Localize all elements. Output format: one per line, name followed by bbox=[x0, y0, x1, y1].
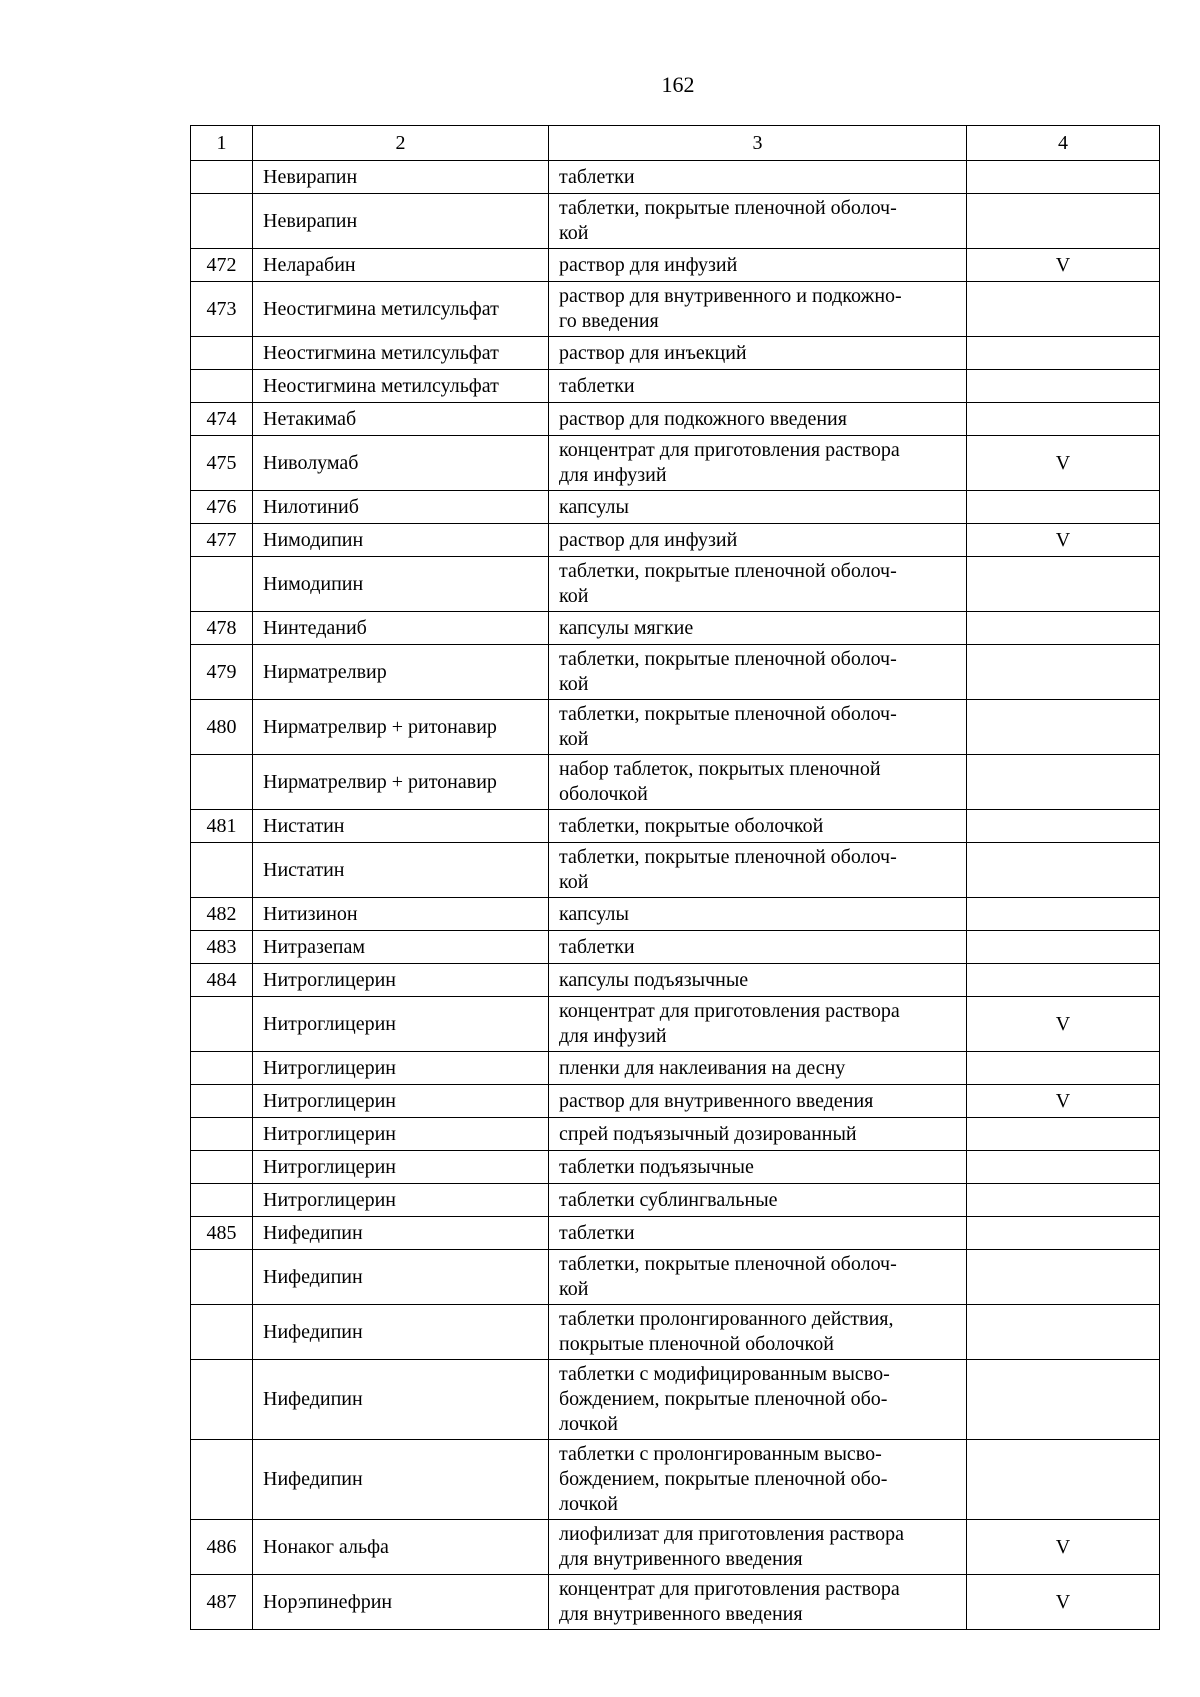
drug-name-cell: Нирматрелвир bbox=[253, 645, 549, 700]
drug-name-cell: Нитроглицерин bbox=[253, 964, 549, 997]
drug-name-cell: Неостигмина метилсульфат bbox=[253, 370, 549, 403]
dosage-form-cell: таблетки сублингвальные bbox=[549, 1184, 967, 1217]
row-number-cell: 476 bbox=[191, 491, 253, 524]
drug-table-container bbox=[190, 125, 1159, 1630]
row-number-cell bbox=[191, 370, 253, 403]
dosage-form-cell: капсулы bbox=[549, 898, 967, 931]
drug-name-cell: Нифедипин bbox=[253, 1250, 549, 1305]
drug-name-cell: Нимодипин bbox=[253, 524, 549, 557]
flag-cell bbox=[967, 161, 1160, 194]
row-number-cell bbox=[191, 1118, 253, 1151]
table-row bbox=[191, 810, 1160, 843]
dosage-form-cell: лиофилизат для приготовления раствора для внутривенного введения bbox=[549, 1520, 967, 1575]
row-number-cell bbox=[191, 557, 253, 612]
table-row bbox=[191, 370, 1160, 403]
table-row bbox=[191, 843, 1160, 898]
row-number-cell bbox=[191, 161, 253, 194]
table-header-row bbox=[191, 126, 1160, 161]
drug-name-cell: Нинтеданиб bbox=[253, 612, 549, 645]
flag-cell bbox=[967, 700, 1160, 755]
flag-cell bbox=[967, 1151, 1160, 1184]
drug-name-cell: Невирапин bbox=[253, 161, 549, 194]
row-number-cell: 487 bbox=[191, 1575, 253, 1630]
flag-cell bbox=[967, 964, 1160, 997]
drug-name-cell: Невирапин bbox=[253, 194, 549, 249]
dosage-form-cell: таблетки подъязычные bbox=[549, 1151, 967, 1184]
flag-cell bbox=[967, 898, 1160, 931]
table-row bbox=[191, 1184, 1160, 1217]
drug-name-cell: Нифедипин bbox=[253, 1440, 549, 1520]
dosage-form-cell: таблетки, покрытые пленочной оболоч- кой bbox=[549, 194, 967, 249]
row-number-cell: 472 bbox=[191, 249, 253, 282]
drug-name-cell: Нистатин bbox=[253, 843, 549, 898]
flag-cell bbox=[967, 1217, 1160, 1250]
table-row bbox=[191, 1520, 1160, 1575]
flag-cell bbox=[967, 403, 1160, 436]
drug-name-cell: Нистатин bbox=[253, 810, 549, 843]
row-number-cell: 481 bbox=[191, 810, 253, 843]
drug-name-cell: Нетакимаб bbox=[253, 403, 549, 436]
table-row bbox=[191, 249, 1160, 282]
dosage-form-cell: раствор для инфузий bbox=[549, 249, 967, 282]
dosage-form-cell: таблетки, покрытые оболочкой bbox=[549, 810, 967, 843]
dosage-form-cell: таблетки с модифицированным высво- бождением, покрытые пленочной обо- лочкой bbox=[549, 1360, 967, 1440]
row-number-cell bbox=[191, 843, 253, 898]
flag-cell bbox=[967, 557, 1160, 612]
flag-cell bbox=[967, 194, 1160, 249]
dosage-form-cell: концентрат для приготовления раствора для внутривенного введения bbox=[549, 1575, 967, 1630]
flag-cell bbox=[967, 1360, 1160, 1440]
flag-cell bbox=[967, 370, 1160, 403]
table-row bbox=[191, 1305, 1160, 1360]
table-row bbox=[191, 557, 1160, 612]
row-number-cell bbox=[191, 755, 253, 810]
column-header-form: 3 bbox=[549, 126, 967, 161]
table-row bbox=[191, 1575, 1160, 1630]
flag-cell: V bbox=[967, 997, 1160, 1052]
table-row bbox=[191, 436, 1160, 491]
table-row bbox=[191, 282, 1160, 337]
table-row bbox=[191, 1217, 1160, 1250]
dosage-form-cell: раствор для внутривенного введения bbox=[549, 1085, 967, 1118]
table-row bbox=[191, 700, 1160, 755]
row-number-cell bbox=[191, 1440, 253, 1520]
table-row bbox=[191, 1052, 1160, 1085]
table-row bbox=[191, 997, 1160, 1052]
table-row bbox=[191, 755, 1160, 810]
dosage-form-cell: таблетки bbox=[549, 931, 967, 964]
flag-cell: V bbox=[967, 249, 1160, 282]
column-header-flag: 4 bbox=[967, 126, 1160, 161]
row-number-cell: 478 bbox=[191, 612, 253, 645]
drug-name-cell: Неостигмина метилсульфат bbox=[253, 282, 549, 337]
row-number-cell bbox=[191, 1151, 253, 1184]
dosage-form-cell: раствор для инфузий bbox=[549, 524, 967, 557]
row-number-cell bbox=[191, 194, 253, 249]
dosage-form-cell: пленки для наклеивания на десну bbox=[549, 1052, 967, 1085]
drug-name-cell: Нитроглицерин bbox=[253, 997, 549, 1052]
drug-name-cell: Нифедипин bbox=[253, 1360, 549, 1440]
row-number-cell: 483 bbox=[191, 931, 253, 964]
drug-name-cell: Нонаког альфа bbox=[253, 1520, 549, 1575]
dosage-form-cell: раствор для подкожного введения bbox=[549, 403, 967, 436]
flag-cell bbox=[967, 1305, 1160, 1360]
flag-cell: V bbox=[967, 436, 1160, 491]
flag-cell bbox=[967, 1052, 1160, 1085]
table-row bbox=[191, 1151, 1160, 1184]
row-number-cell bbox=[191, 997, 253, 1052]
table-row bbox=[191, 337, 1160, 370]
drug-name-cell: Нитроглицерин bbox=[253, 1085, 549, 1118]
row-number-cell: 475 bbox=[191, 436, 253, 491]
row-number-cell: 480 bbox=[191, 700, 253, 755]
dosage-form-cell: раствор для инъекций bbox=[549, 337, 967, 370]
drug-name-cell: Ниволумаб bbox=[253, 436, 549, 491]
row-number-cell: 474 bbox=[191, 403, 253, 436]
flag-cell bbox=[967, 931, 1160, 964]
flag-cell bbox=[967, 645, 1160, 700]
table-header bbox=[191, 126, 1160, 161]
row-number-cell bbox=[191, 1052, 253, 1085]
drug-name-cell: Нитизинон bbox=[253, 898, 549, 931]
table-row bbox=[191, 1250, 1160, 1305]
drug-name-cell: Нирматрелвир + ритонавир bbox=[253, 700, 549, 755]
row-number-cell bbox=[191, 1250, 253, 1305]
flag-cell bbox=[967, 1118, 1160, 1151]
dosage-form-cell: таблетки, покрытые пленочной оболоч- кой bbox=[549, 645, 967, 700]
table-row bbox=[191, 898, 1160, 931]
dosage-form-cell: спрей подъязычный дозированный bbox=[549, 1118, 967, 1151]
drug-name-cell: Нитроглицерин bbox=[253, 1052, 549, 1085]
row-number-cell bbox=[191, 1305, 253, 1360]
table-row bbox=[191, 403, 1160, 436]
row-number-cell: 477 bbox=[191, 524, 253, 557]
table-row bbox=[191, 1118, 1160, 1151]
flag-cell: V bbox=[967, 524, 1160, 557]
drug-name-cell: Нирматрелвир + ритонавир bbox=[253, 755, 549, 810]
flag-cell bbox=[967, 491, 1160, 524]
table-row bbox=[191, 161, 1160, 194]
drug-name-cell: Нимодипин bbox=[253, 557, 549, 612]
table-row bbox=[191, 964, 1160, 997]
dosage-form-cell: таблетки, покрытые пленочной оболоч- кой bbox=[549, 1250, 967, 1305]
drug-name-cell: Нитроглицерин bbox=[253, 1184, 549, 1217]
flag-cell: V bbox=[967, 1085, 1160, 1118]
table-body bbox=[191, 161, 1160, 1630]
drug-name-cell: Норэпинефрин bbox=[253, 1575, 549, 1630]
table-row bbox=[191, 1360, 1160, 1440]
drug-name-cell: Нифедипин bbox=[253, 1217, 549, 1250]
dosage-form-cell: концентрат для приготовления раствора для инфузий bbox=[549, 436, 967, 491]
flag-cell bbox=[967, 810, 1160, 843]
table-row bbox=[191, 612, 1160, 645]
flag-cell bbox=[967, 755, 1160, 810]
dosage-form-cell: раствор для внутривенного и подкожно- го введения bbox=[549, 282, 967, 337]
dosage-form-cell: таблетки с пролонгированным высво- бождением, покрытые пленочной обо- лочкой bbox=[549, 1440, 967, 1520]
flag-cell bbox=[967, 843, 1160, 898]
dosage-form-cell: капсулы мягкие bbox=[549, 612, 967, 645]
dosage-form-cell: таблетки пролонгированного действия, покрытые пленочной оболочкой bbox=[549, 1305, 967, 1360]
dosage-form-cell: таблетки bbox=[549, 161, 967, 194]
table-row bbox=[191, 194, 1160, 249]
row-number-cell: 482 bbox=[191, 898, 253, 931]
column-header-number: 1 bbox=[191, 126, 253, 161]
table-row bbox=[191, 931, 1160, 964]
row-number-cell bbox=[191, 337, 253, 370]
drug-table bbox=[190, 125, 1160, 1630]
row-number-cell: 485 bbox=[191, 1217, 253, 1250]
table-row bbox=[191, 1440, 1160, 1520]
dosage-form-cell: капсулы подъязычные bbox=[549, 964, 967, 997]
flag-cell bbox=[967, 282, 1160, 337]
row-number-cell bbox=[191, 1360, 253, 1440]
drug-name-cell: Нилотиниб bbox=[253, 491, 549, 524]
dosage-form-cell: капсулы bbox=[549, 491, 967, 524]
row-number-cell bbox=[191, 1085, 253, 1118]
flag-cell bbox=[967, 1184, 1160, 1217]
drug-name-cell: Неостигмина метилсульфат bbox=[253, 337, 549, 370]
dosage-form-cell: набор таблеток, покрытых пленочной оболочкой bbox=[549, 755, 967, 810]
row-number-cell bbox=[191, 1184, 253, 1217]
dosage-form-cell: таблетки, покрытые пленочной оболоч- кой bbox=[549, 557, 967, 612]
flag-cell: V bbox=[967, 1575, 1160, 1630]
drug-name-cell: Нитроглицерин bbox=[253, 1151, 549, 1184]
row-number-cell: 484 bbox=[191, 964, 253, 997]
page-number: 162 bbox=[661, 72, 695, 97]
table-row bbox=[191, 1085, 1160, 1118]
drug-name-cell: Нитроглицерин bbox=[253, 1118, 549, 1151]
flag-cell bbox=[967, 337, 1160, 370]
dosage-form-cell: таблетки, покрытые пленочной оболоч- кой bbox=[549, 700, 967, 755]
dosage-form-cell: таблетки bbox=[549, 1217, 967, 1250]
row-number-cell: 479 bbox=[191, 645, 253, 700]
drug-name-cell: Нифедипин bbox=[253, 1305, 549, 1360]
table-row bbox=[191, 524, 1160, 557]
row-number-cell: 486 bbox=[191, 1520, 253, 1575]
drug-name-cell: Неларабин bbox=[253, 249, 549, 282]
dosage-form-cell: таблетки, покрытые пленочной оболоч- кой bbox=[549, 843, 967, 898]
flag-cell: V bbox=[967, 1520, 1160, 1575]
dosage-form-cell: таблетки bbox=[549, 370, 967, 403]
table-row bbox=[191, 645, 1160, 700]
dosage-form-cell: концентрат для приготовления раствора для инфузий bbox=[549, 997, 967, 1052]
row-number-cell: 473 bbox=[191, 282, 253, 337]
flag-cell bbox=[967, 1250, 1160, 1305]
table-row bbox=[191, 491, 1160, 524]
column-header-name: 2 bbox=[253, 126, 549, 161]
flag-cell bbox=[967, 612, 1160, 645]
drug-name-cell: Нитразепам bbox=[253, 931, 549, 964]
flag-cell bbox=[967, 1440, 1160, 1520]
